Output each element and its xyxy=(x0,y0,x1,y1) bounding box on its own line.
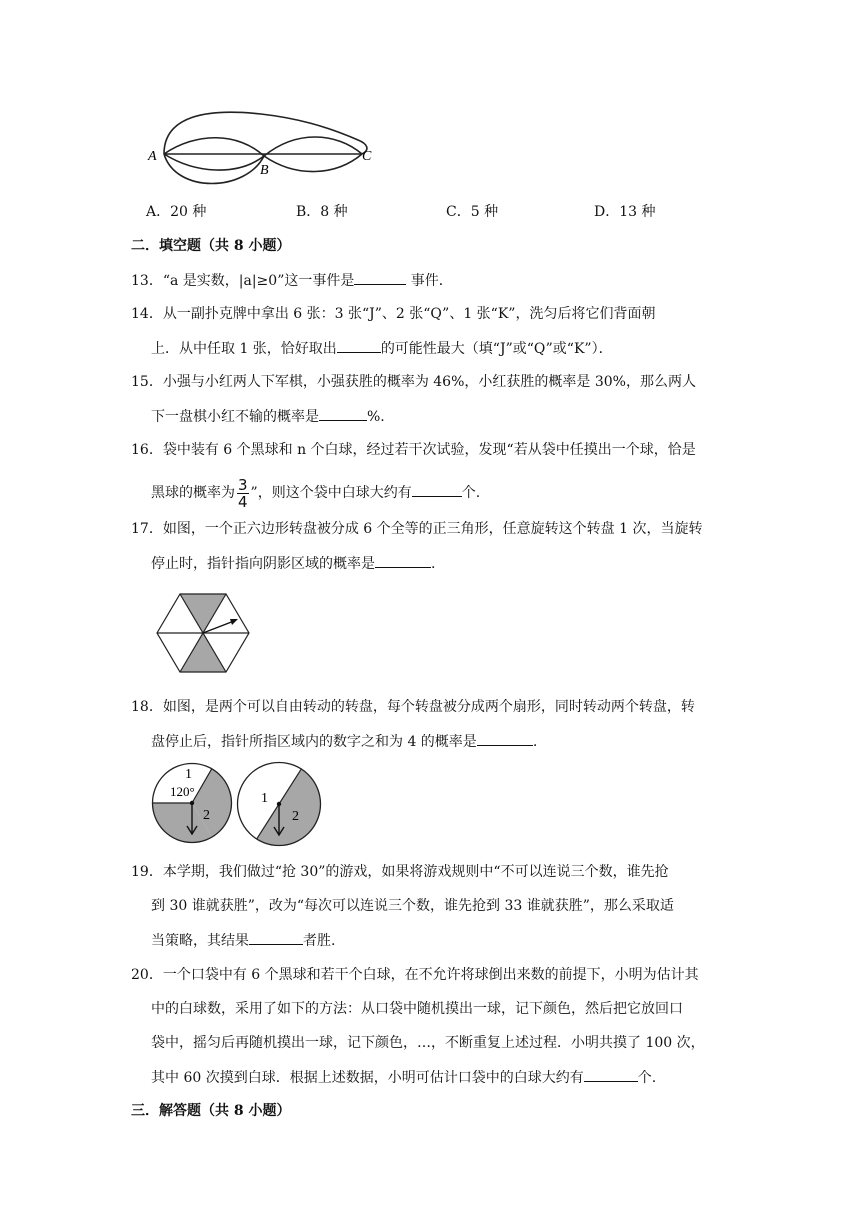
answer-blank xyxy=(354,270,406,285)
fraction-numerator: 3 xyxy=(238,475,248,494)
question-13 xyxy=(131,270,453,291)
question-20-line1 xyxy=(131,965,699,985)
question-16-line2 xyxy=(151,476,480,510)
option-d: D．13 种 xyxy=(594,204,656,220)
question-15-line2 xyxy=(151,406,385,427)
q18-text-line2-pre: 盘停止后，指针所指区域内的数字之和为 4 的概率是 xyxy=(151,734,477,750)
q15-text-line2-post: %. xyxy=(367,409,385,425)
q18-text-line1: 如图，是两个可以自由转动的转盘，每个转盘被分成两个扇形，同时转动两个转盘，转 xyxy=(162,699,695,715)
q14-number: 14． xyxy=(131,306,163,322)
question-14-line1 xyxy=(131,304,655,324)
q17-text-line2-post: . xyxy=(431,556,436,572)
q20-number: 20． xyxy=(131,967,163,983)
q13-text-pre: “a 是实数，|a|≥0”这一事件是 xyxy=(162,273,355,289)
q19-text-line1: 本学期，我们做过“抢 30”的游戏，如果将游戏规则中“不可以连说三个数，谁先抢 xyxy=(162,864,669,880)
question-15-line1 xyxy=(131,372,696,392)
question-18-line1 xyxy=(131,697,695,717)
section-2-title: 二．填空题（共 8 小题） xyxy=(131,238,291,254)
answer-blank xyxy=(319,406,367,421)
q16-text-line2-post: 个. xyxy=(461,485,481,501)
lower-arc-ab xyxy=(164,154,264,184)
question-19-line3 xyxy=(151,930,335,951)
q15-text-line2-pre: 下一盘棋小红不输的概率是 xyxy=(151,409,319,425)
question-17-line2 xyxy=(151,553,435,574)
point-a-label: A xyxy=(148,149,157,164)
fraction-denominator: 4 xyxy=(238,492,248,511)
q17-text-line1: 如图，一个正六边形转盘被分成 6 个全等的正三角形，任意旋转这个转盘 1 次，当旋转 xyxy=(162,521,703,537)
left-angle-label: 120° xyxy=(170,784,195,799)
option-a: A．20 种 xyxy=(146,204,207,220)
q15-number: 15． xyxy=(131,374,163,390)
right-label-2: 2 xyxy=(292,809,299,824)
section-3-title: 三．解答题（共 8 小题） xyxy=(131,1103,291,1119)
q16-text-line2-pre: 黑球的概率为 xyxy=(151,485,235,501)
q13-text-post: 事件． xyxy=(406,273,453,289)
q20-text-line4-pre: 其中 60 次摸到白球．根据上述数据，小明可估计口袋中的白球大约有 xyxy=(151,1070,584,1086)
q19-text-line3-pre: 当策略，其结果 xyxy=(151,933,249,949)
left-label-2: 2 xyxy=(203,808,210,823)
left-spinner xyxy=(153,764,232,843)
q14-text-line1: 从一副扑克牌中拿出 6 张：3 张“J”、2 张“Q”、1 张“K”，洗匀后将它们背面朝 xyxy=(162,306,656,322)
q18-number: 18． xyxy=(131,699,163,715)
question-17-line1 xyxy=(131,519,702,539)
q12-route-figure xyxy=(146,104,378,190)
point-c-label: C xyxy=(362,149,372,164)
question-16-line1 xyxy=(131,440,696,460)
question-19-line2: 到 30 谁就获胜”，改为“每次可以连说三个数，谁先抢到 33 谁就获胜”，那么采取适 xyxy=(151,898,674,914)
q15-text-line1: 小强与小红两人下军棋，小强获胜的概率为 46%，小红获胜的概率是 30%，那么两人 xyxy=(162,374,696,390)
answer-blank xyxy=(477,731,533,746)
q18-text-line2-post: . xyxy=(532,734,538,750)
q20-text-line1: 一个口袋中有 6 个黑球和若干个白球，在不允许将球倒出来数的前提下，小明为估计其 xyxy=(162,967,699,983)
q17-number: 17． xyxy=(131,521,163,537)
answer-blank xyxy=(412,482,462,497)
q14-text-line2-pre: 上．从中任取 1 张，恰好取出 xyxy=(151,341,337,357)
two-spinners-figure xyxy=(148,760,328,850)
right-spinner xyxy=(238,763,321,846)
left-label-1: 1 xyxy=(185,767,192,782)
q14-text-line2-post: 的可能性最大（填“J”或“Q”或“K”）． xyxy=(380,341,613,357)
option-c: C．5 种 xyxy=(446,204,499,220)
outer-loop xyxy=(164,112,367,154)
hexagon-spinner-figure xyxy=(148,586,258,680)
answer-blank xyxy=(375,553,431,568)
point-b-label: B xyxy=(260,163,269,178)
question-20-line3: 袋中，摇匀后再随机摸出一球，记下颜色，…，不断重复上述过程．小明共摸了 100 次， xyxy=(151,1035,705,1051)
option-b: B．8 种 xyxy=(296,204,348,220)
q16-number: 16． xyxy=(131,442,163,458)
question-14-line2 xyxy=(151,338,613,359)
q13-number: 13． xyxy=(131,273,163,289)
question-20-line2: 中的白球数，采用了如下的方法：从口袋中随机摸出一球，记下颜色，然后把它放回口 xyxy=(151,1001,683,1017)
question-20-line4 xyxy=(151,1067,656,1088)
question-18-line2 xyxy=(151,731,537,752)
fraction-three-quarters xyxy=(237,477,249,510)
right-label-1: 1 xyxy=(261,791,268,806)
q17-text-line2-pre: 停止时，指针指向阴影区域的概率是 xyxy=(151,556,375,572)
q19-number: 19． xyxy=(131,864,163,880)
q20-text-line4-post: 个. xyxy=(637,1070,657,1086)
arrow-head xyxy=(230,619,238,625)
q19-text-line3-post: 者胜. xyxy=(303,933,336,949)
answer-blank xyxy=(584,1067,638,1082)
answer-blank xyxy=(249,930,303,945)
shaded-triangle-bottom xyxy=(180,633,226,672)
question-19-line1 xyxy=(131,862,669,882)
q16-text-line1: 袋中装有 6 个黑球和 n 个白球，经过若干次试验，发现“若从袋中任摸出一个球，恰是 xyxy=(162,442,696,458)
answer-blank xyxy=(337,338,381,353)
q16-text-line2-mid: ”，则这个袋中白球大约有 xyxy=(250,485,412,501)
